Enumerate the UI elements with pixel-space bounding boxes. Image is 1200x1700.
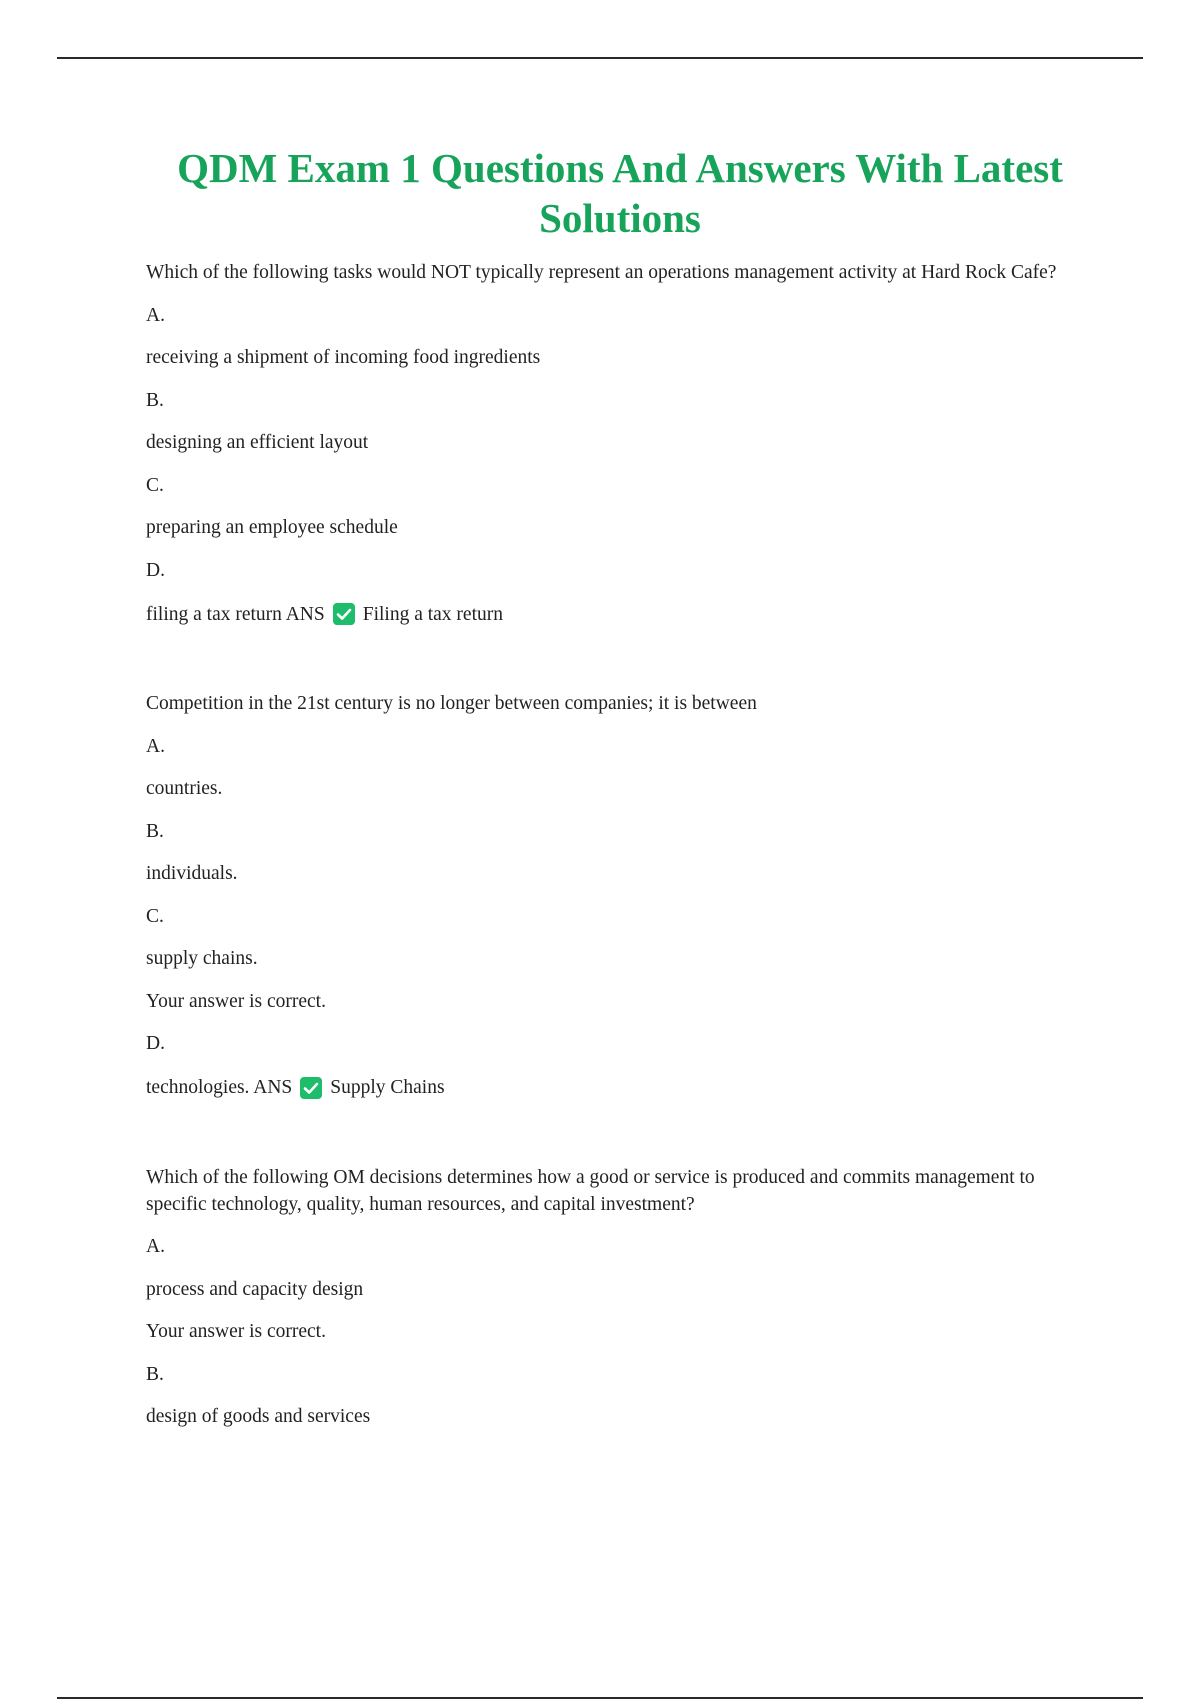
question-text: Which of the following OM decisions determines how a good or service is produced and commits management to specific technology, quality, human resources, and capital investment? — [146, 1166, 1035, 1215]
document-content — [146, 259, 1096, 1446]
option-letter: A. — [146, 304, 165, 326]
correct-note: Your answer is correct. — [146, 1321, 326, 1342]
top-rule — [57, 57, 1143, 59]
option-text: process and capacity design — [146, 1278, 364, 1300]
option-text: supply chains. — [146, 948, 258, 969]
check-mark-icon — [300, 1077, 322, 1099]
answer-line — [146, 599, 1096, 629]
option-letter: D. — [146, 559, 165, 581]
option-text: preparing an employee schedule — [146, 517, 398, 538]
option-letter: D. — [146, 1033, 165, 1054]
question-1 — [146, 259, 1096, 629]
check-mark-icon — [333, 603, 355, 625]
correct-note: Your answer is correct. — [146, 990, 326, 1012]
final-option-text: filing a tax return ANS — [146, 603, 325, 625]
question-3 — [146, 1164, 1096, 1431]
option-letter: A. — [146, 1236, 165, 1257]
option-text: designing an efficient layout — [146, 432, 369, 453]
option-letter: B. — [146, 1363, 164, 1385]
document-title: QDM Exam 1 Questions And Answers With Latest Solutions — [177, 145, 1063, 241]
question-text: Which of the following tasks would NOT typically represent an operations management activity at Hard Rock Cafe? — [146, 262, 1057, 283]
answer-text: Filing a tax return — [362, 603, 503, 625]
option-letter: B. — [146, 820, 164, 842]
question-2 — [146, 690, 1096, 1103]
option-text: countries. — [146, 778, 223, 799]
option-text: receiving a shipment of incoming food ingredients — [146, 347, 541, 368]
option-text: design of goods and services — [146, 1406, 371, 1427]
option-text: individuals. — [146, 863, 238, 884]
option-letter: A. — [146, 735, 165, 757]
question-text: Competition in the 21st century is no longer between companies; it is between — [146, 693, 757, 714]
final-option-text: technologies. ANS — [146, 1077, 293, 1098]
option-letter: B. — [146, 389, 164, 411]
option-letter: C. — [146, 905, 164, 927]
answer-line — [146, 1073, 1096, 1103]
option-letter: C. — [146, 474, 164, 496]
bottom-rule — [57, 1697, 1143, 1699]
answer-text: Supply Chains — [330, 1077, 445, 1098]
